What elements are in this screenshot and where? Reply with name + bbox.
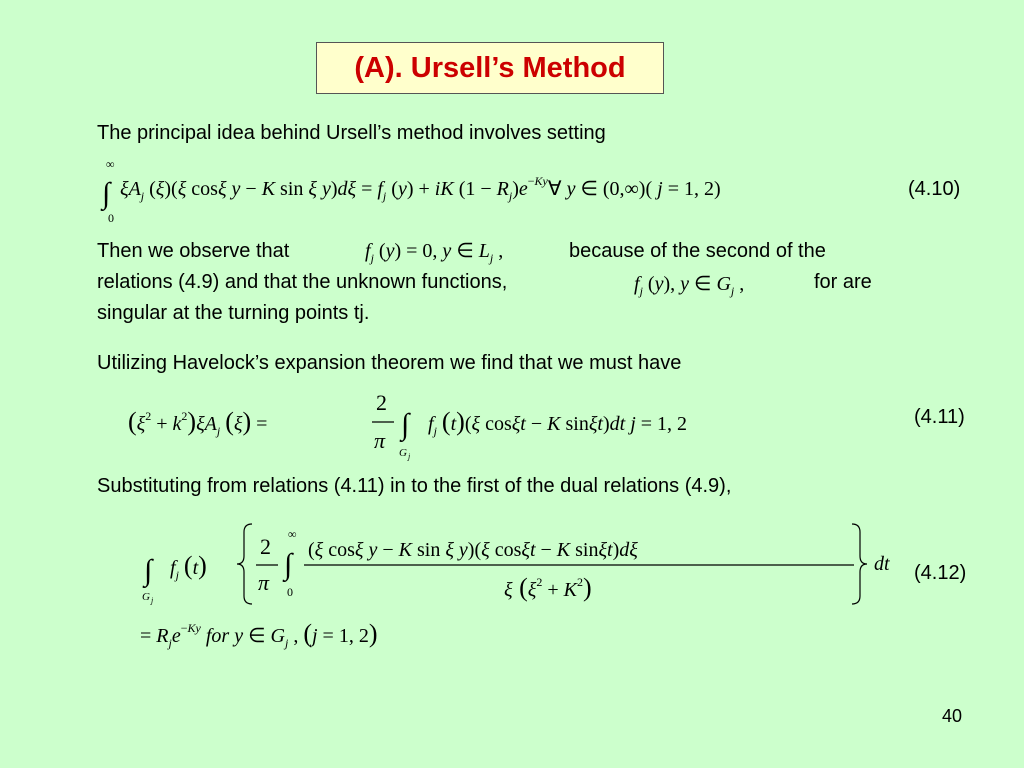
inline-equation-fj-zero [363,233,563,269]
slide-title: (A). Ursell’s Method [316,42,664,94]
svg-text:dt: dt [874,553,890,575]
observe-text-3: relations (4.9) and that the unknown functions, [97,271,508,293]
svg-text:2: 2 [260,534,271,559]
svg-text:= Rje−Ky for y ∈ Gj , (j: = $R_je^-Ky$ for y ∈ $G_j$ , (j = 1, 2) [140,619,378,650]
svg-text:(ξ2 + k2)ξAj (ξ) =: $(\xi^2 + k^2)\xi A_j$ (ξ) = [128,407,268,438]
svg-text:π: π [374,428,386,453]
havelock-text: Utilizing Havelock’s expansion theorem we find that we must have [97,352,682,374]
svg-text:∫: ∫ [144,554,153,587]
equation-4-12 [140,518,900,668]
svg-text:ξAj (ξ)(ξ cosξ y − K sin ξ y)d: $\xi A_j$ (ξ)(ξ cosξ y − K sin ξ $y)d\xi = f_j$ (y) + iK $(1 - R_j)e^-Ky\forall$ y ∈ (0,∞)( j = 1, 2) [120,174,721,203]
svg-text:G: G [142,591,150,603]
page-number: 40 [941,706,962,726]
svg-text:fj (t): $f_j$ (t) [170,551,207,582]
svg-text:ξ (ξ2 + K2): ξ $(\xi^2 + K^2)$ [504,573,592,602]
equation-number-4-11: (4.11) [914,406,965,428]
svg-text:(ξ cosξ y − K sin ξ y)(ξ cosξt: (ξ cosξ y − K sin ξ y)(ξ cosξt − K sinξt)dξ [308,539,638,561]
equation-number-4-10: (4.10) [908,178,961,200]
svg-text:0: 0 [108,211,114,225]
observe-text-2: because of the second of the [569,240,826,262]
svg-text:fj (t)(ξ cosξt − K sinξt)dt: $f_j$ (t)(ξ cosξt − K sinξt)dt j = 1, 2 [428,407,688,438]
observe-text-4: for are [814,271,872,293]
svg-text:0: 0 [287,585,293,599]
svg-text:∞: ∞ [106,160,115,171]
svg-text:∫: ∫ [284,548,293,581]
svg-text:∫: ∫ [102,177,111,210]
intro-text: The principal idea behind Ursell’s method involves setting [97,122,606,144]
svg-text:j: j [151,596,154,605]
svg-text:∞: ∞ [288,527,297,541]
svg-text:fj (y), y ∈ Gj ,: $f_j$ (y), y ∈ $G_j$ , [634,273,745,298]
svg-text:∫: ∫ [401,408,410,441]
observe-text-5: singular at the turning points tj. [97,302,370,324]
svg-text:2: 2 [376,390,387,415]
equation-4-10 [100,160,880,230]
inline-equation-fj-gj [632,266,802,302]
svg-text:fj (y) = 0, y ∈ Lj ,: $f_j$ (y) = 0, y ∈ $L_j$ , [365,240,504,265]
observe-text-1: Then we observe that [97,240,290,262]
equation-number-4-12: (4.12) [914,562,967,584]
svg-text:j: j [408,452,411,461]
svg-text:π: π [258,570,270,595]
svg-text:G: G [399,447,407,459]
substituting-text: Substituting from relations (4.11) in to the first of the dual relations (4.9), [97,475,732,497]
equation-4-11 [128,386,888,466]
